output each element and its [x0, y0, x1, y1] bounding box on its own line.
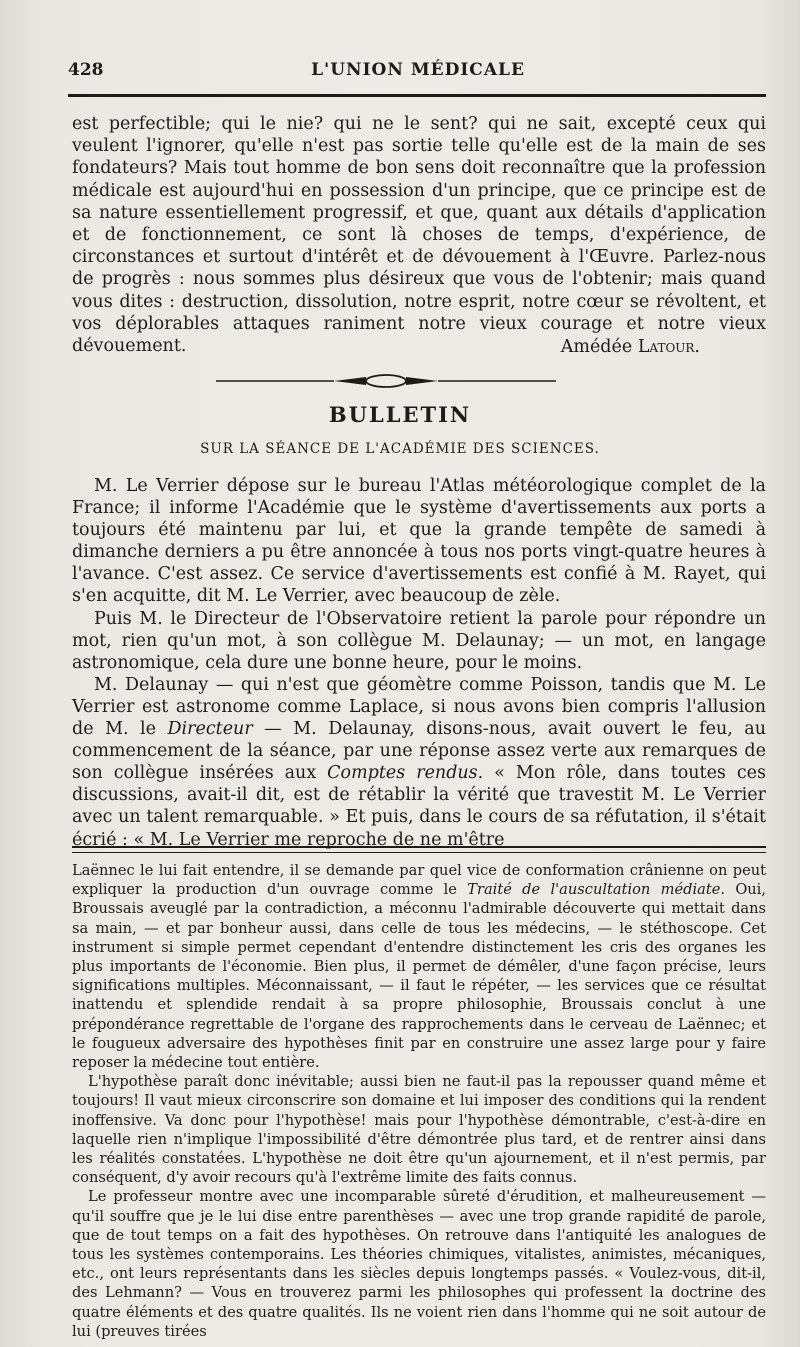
signature-first-name: Amédée	[560, 337, 633, 357]
author-signature	[561, 337, 700, 357]
ornamental-divider	[216, 371, 556, 391]
feuilleton-rule	[72, 846, 766, 853]
bulletin-paragraph	[72, 674, 766, 851]
italic-comptes-rendus: Comptes rendus	[327, 763, 478, 784]
feuilleton-body	[72, 861, 766, 1341]
signature-last-name: Latour.	[637, 337, 700, 357]
feuilleton-paragraph: L'hypothèse paraît donc inévitable; aussi bien ne faut-il pas la repousser quand même et toujours! Il vaut mieux circonscrire son domaine et lui imposer des conditions qui la rendent inoffensive. Va donc pour l'hypothèse! mais pour l'hypothèse démontrable, c'est-à-dire en laquelle rien n'implique l'impossibilité d'être démontrée plus tard, et de rentrer ainsi dans les réalités constatées. L'hypothèse ne doit être qu'un ajournement, et il n'est permis, par conséquent, d'y avoir recours qu'à l'extrême limite des faits connus.	[72, 1073, 766, 1187]
italic-book-title: Traité de l'auscultation médiate	[467, 881, 721, 899]
page-header	[68, 60, 768, 90]
text-span: . « Mon rôle, dans toutes ces discussions, avait-il dit, est de rétablir la vérité que travestit M. Le Verrier avec un talent remarquable. » Et puis, dans le cours de sa réfutation, il s'était écrié : « M. Le Verrier me reproche de ne m'être	[72, 763, 767, 850]
bulletin-title: BULLETIN	[328, 402, 472, 427]
bulletin-paragraph: Puis M. le Directeur de l'Observatoire retient la parole pour répondre un mot, rien qu'un mot, à son collègue M. Delaunay; — un mot, en langage astronomique, cela dure une bonne heure, pour le moins.	[72, 608, 766, 673]
italic-directeur: Directeur	[167, 719, 253, 740]
closing-paragraph	[72, 113, 766, 357]
text-span: — M. Delaunay, disons-nous, avait ouvert le feu, au commencement de la séance, par une réponse assez verte aux remarques de son collègue insérées aux	[72, 719, 766, 784]
running-title: L'UNION MÉDICALE	[311, 60, 525, 80]
feuilleton-paragraph	[72, 861, 766, 1072]
page-number: 428	[68, 60, 104, 80]
text-span: M. Delaunay — qui n'est que géomètre comme Poisson, tandis que M. Le Verrier est astronome comme Laplace, si nous avons bien compris l'allusion de M. le	[72, 674, 766, 740]
text-span: . Oui, Broussais aveuglé par la contradiction, a méconnu l'admirable découverte qui mettait dans sa main, — et par bonheur aussi, dans celle de tous les médecins, — le stéthoscope. Cet instrument si simple permet cependant d'entendre distinctement les cris des organes les plus importants de l'économie. Bien plus, il permet de démêler, d'une façon précise, leurs significations multiples. Méconnaissant, — il faut le répéter, — les services que ce résultat inattendu et splendide rendait à sa propre philosophie, Broussais conclut à une prépondérance regrettable de l'organe des rapprochements dans le cerveau de Laënnec; et le fougueux adversaire des hypothèses finit par en construire une assez large pour y faire reposer la médecine tout entière.	[72, 881, 766, 1072]
feuilleton-paragraph: Le professeur montre avec une incomparable sûreté d'érudition, et malheureusement — qu'il souffre que je le lui dise entre parenthèses — avec une trop grande rapidité de parole, que de tout temps on a fait des hypothèses. On retrouve dans l'antiquité les analogues de tous les systèmes contemporains. Les théories chimiques, vitalistes, animistes, mécaniques, etc., ont leurs représentants dans les siècles depuis longtemps passés. « Voulez-vous, dit-il, des Lehmann? — Vous en trouverez parmi les philosophes qui professent la doctrine des quatre éléments et des quatre qualités. Ils ne voient rien dans l'homme qui ne soit autour de lui (preuves tirées	[72, 1188, 766, 1340]
header-rule	[68, 94, 766, 97]
bulletin-paragraph: M. Le Verrier dépose sur le bureau l'Atlas météorologique complet de la France; il informe l'Académie que le système d'avertissements aux ports a toujours été maintenu par lui, et que la grande tempête de samedi à dimanche derniers a pu être annoncée à tous nos ports vingt-quatre heures à l'avance. C'est assez. Ce service d'avertissements est confié à M. Rayet, qui s'en acquitte, dit M. Le Verrier, avec beaucoup de zèle.	[72, 476, 766, 607]
closing-paragraph-text: est perfectible; qui le nie? qui ne le sent? qui ne sait, excepté ceux qui veulent l'ignorer, qu'elle n'est pas sortie telle qu'elle est de la main de ses fondateurs? Mais tout homme de bon sens doit reconnaître que la profession médicale est aujourd'hui en possession d'un principe, que ce principe est de sa nature essentiellement progressif, et que, quant aux détails d'application et de fonctionnement, ce sont là choses de temps, d'expérience, de circonstances et surtout d'intérêt et de dévouement à l'Œuvre. Parlez-nous de progrès : nous sommes plus désireux que vous de l'obtenir; mais quand vous dites : destruction, dissolution, notre esprit, notre cœur se révoltent, et vos déplorables attaques raniment notre vieux courage et notre vieux dévouement.	[72, 114, 766, 357]
bulletin-body	[72, 475, 766, 851]
text-span: Laënnec le lui fait entendre, il se demande par quel vice de conformation crânienne on peut expliquer la production d'un ouvrage comme le	[72, 862, 766, 899]
bulletin-subtitle: SUR LA SÉANCE DE L'ACADÉMIE DES SCIENCES.	[200, 441, 600, 457]
